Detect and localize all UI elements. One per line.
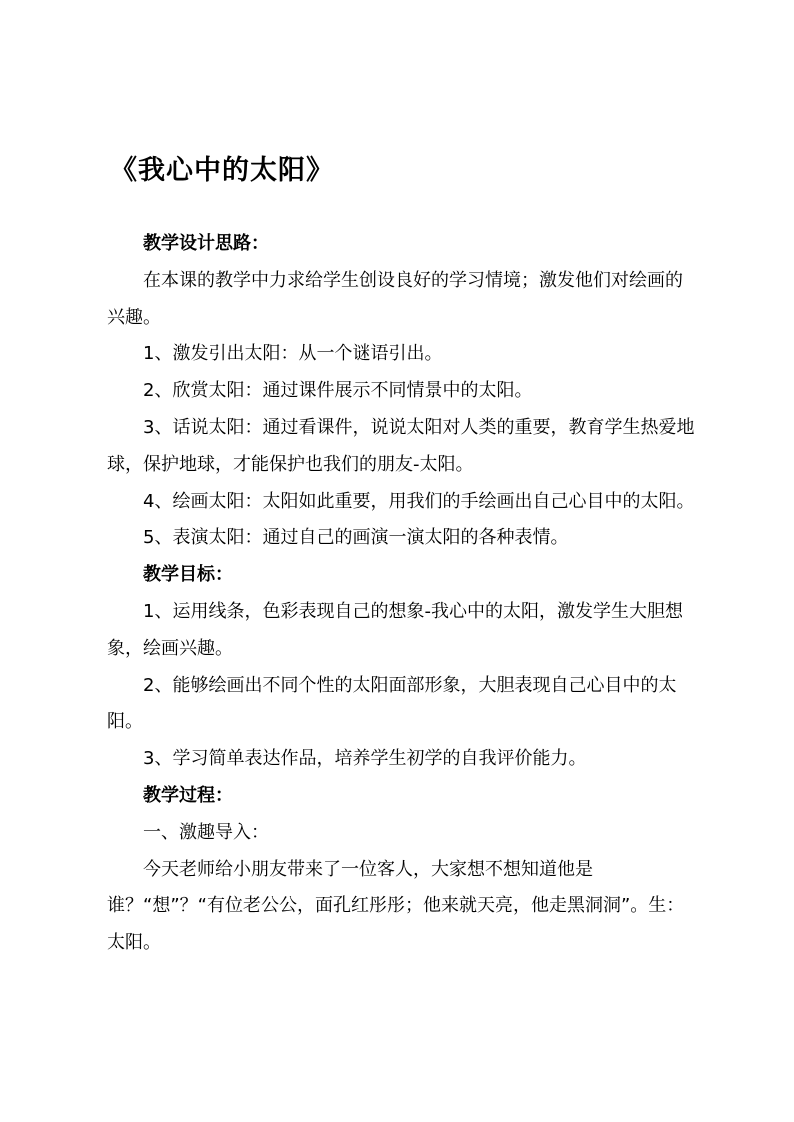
design-heading: 教学设计思路：	[143, 233, 269, 254]
goals-item-2: 2、能够绘画出不同个性的太阳面部形象，大胆表现自己心目中的太阳。	[107, 674, 677, 733]
design-item-3: 3、话说太阳：通过看课件，说说太阳对人类的重要，教育学生热爱地球，保护地球，才能保护也我们的朋友-太阳。	[107, 416, 695, 475]
process-text: 今天老师给小朋友带来了一位客人，大家想不想知道他是谁？“想”？“有位老公公，面孔红彤彤；他来就天亮，他走黑洞洞”。生：太阳。	[107, 858, 685, 954]
goals-heading: 教学目标：	[143, 564, 233, 586]
document-body	[107, 226, 697, 962]
document-title: 《我心中的太阳》	[110, 155, 334, 186]
goals-item-3: 3、学习简单表达作品，培养学生初学的自我评价能力。	[143, 748, 587, 770]
process-heading: 教学过程：	[143, 784, 233, 806]
goals-item-1: 1、运用线条，色彩表现自己的想象-我心中的太阳，激发学生大胆想象，绘画兴趣。	[107, 600, 683, 659]
design-item-5: 5、表演太阳：通过自己的画演一演太阳的各种表情。	[143, 527, 569, 549]
design-item-2: 2、欣赏太阳：通过课件展示不同情景中的太阳。	[143, 380, 533, 402]
design-item-1: 1、激发引出太阳：从一个谜语引出。	[143, 343, 443, 365]
design-item-4: 4、绘画太阳：太阳如此重要，用我们的手绘画出自己心目中的太阳。	[143, 490, 695, 512]
design-intro: 在本课的教学中力求给学生创设良好的学习情境；激发他们对绘画的兴趣。	[107, 269, 683, 328]
process-step-1: 一、激趣导入：	[143, 821, 269, 843]
